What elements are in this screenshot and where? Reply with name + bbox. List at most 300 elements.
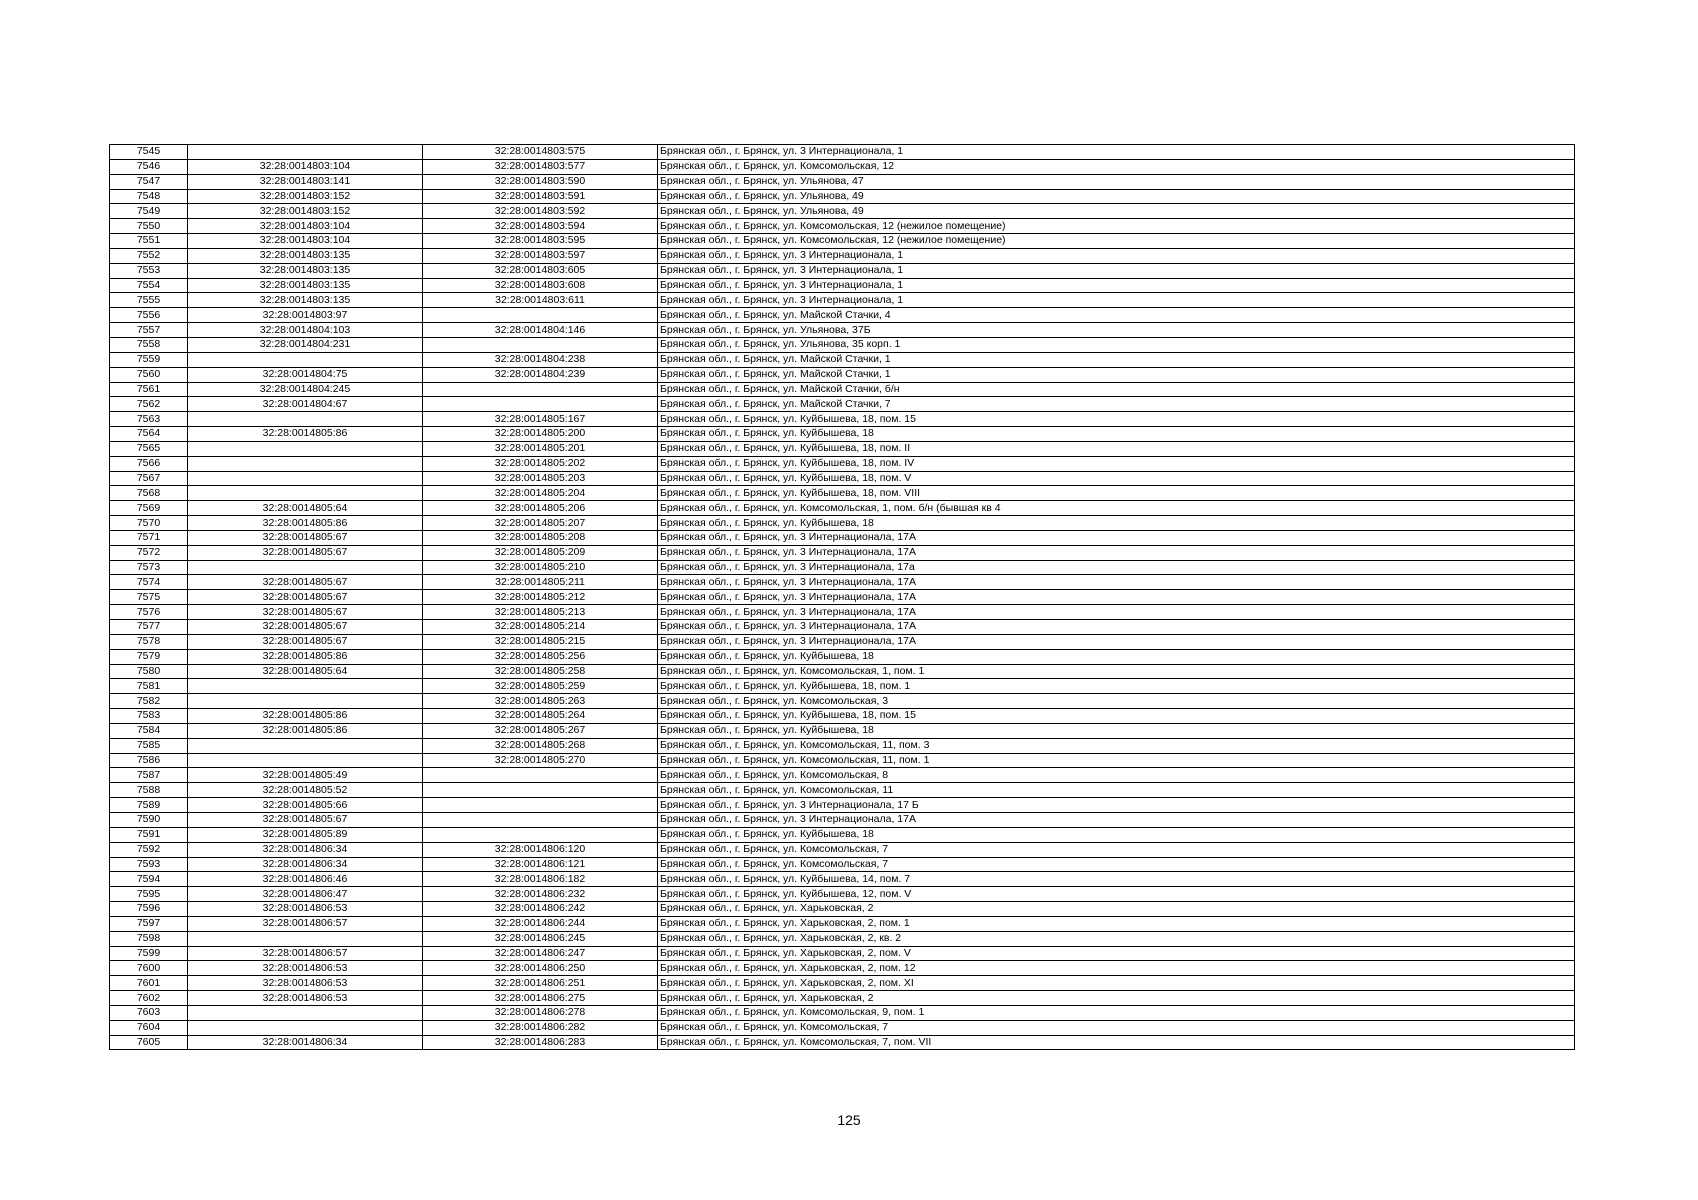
row-number-cell: 7572 [110, 545, 188, 560]
address-cell: Брянская обл., г. Брянск, ул. 3 Интернационала, 17А [658, 575, 1575, 590]
address-cell: Брянская обл., г. Брянск, ул. Ульянова, 47 [658, 174, 1575, 189]
land-cadastral-number-cell: 32:28:0014804:245 [188, 382, 423, 397]
address-cell: Брянская обл., г. Брянск, ул. Ульянова, 49 [658, 204, 1575, 219]
object-cadastral-number-cell: 32:28:0014803:591 [423, 189, 658, 204]
address-cell: Брянская обл., г. Брянск, ул. Куйбышева, 18, пом. 15 [658, 412, 1575, 427]
land-cadastral-number-cell: 32:28:0014805:52 [188, 783, 423, 798]
object-cadastral-number-cell: 32:28:0014806:283 [423, 1035, 658, 1050]
object-cadastral-number-cell: 32:28:0014805:213 [423, 605, 658, 620]
land-cadastral-number-cell: 32:28:0014803:152 [188, 189, 423, 204]
table-row [110, 723, 1575, 738]
row-number-cell: 7599 [110, 946, 188, 961]
row-number-cell: 7589 [110, 798, 188, 813]
land-cadastral-number-cell: 32:28:0014806:57 [188, 946, 423, 961]
object-cadastral-number-cell: 32:28:0014805:202 [423, 456, 658, 471]
land-cadastral-number-cell: 32:28:0014805:66 [188, 798, 423, 813]
row-number-cell: 7570 [110, 516, 188, 531]
object-cadastral-number-cell: 32:28:0014805:258 [423, 664, 658, 679]
object-cadastral-number-cell: 32:28:0014805:206 [423, 501, 658, 516]
table-row [110, 768, 1575, 783]
address-cell: Брянская обл., г. Брянск, ул. Куйбышева, 12, пом. V [658, 887, 1575, 902]
object-cadastral-number-cell: 32:28:0014806:182 [423, 872, 658, 887]
table-row [110, 649, 1575, 664]
row-number-cell: 7562 [110, 397, 188, 412]
table-row [110, 174, 1575, 189]
table-row [110, 664, 1575, 679]
table-row [110, 842, 1575, 857]
land-cadastral-number-cell [188, 1020, 423, 1035]
address-cell: Брянская обл., г. Брянск, ул. Куйбышева, 18, пом. 1 [658, 679, 1575, 694]
table-row [110, 545, 1575, 560]
land-cadastral-number-cell: 32:28:0014803:141 [188, 174, 423, 189]
row-number-cell: 7578 [110, 634, 188, 649]
object-cadastral-number-cell: 32:28:0014806:250 [423, 961, 658, 976]
object-cadastral-number-cell: 32:28:0014804:146 [423, 323, 658, 338]
table-row [110, 1020, 1575, 1035]
address-cell: Брянская обл., г. Брянск, ул. Комсомольская, 11 [658, 783, 1575, 798]
land-cadastral-number-cell [188, 679, 423, 694]
object-cadastral-number-cell: 32:28:0014805:214 [423, 620, 658, 635]
address-cell: Брянская обл., г. Брянск, ул. Комсомольская, 9, пом. 1 [658, 1005, 1575, 1020]
table-row [110, 382, 1575, 397]
table-row [110, 293, 1575, 308]
address-cell: Брянская обл., г. Брянск, ул. Харьковская, 2, пом. 12 [658, 961, 1575, 976]
row-number-cell: 7600 [110, 961, 188, 976]
land-cadastral-number-cell: 32:28:0014805:67 [188, 575, 423, 590]
object-cadastral-number-cell: 32:28:0014805:200 [423, 427, 658, 442]
object-cadastral-number-cell: 32:28:0014806:120 [423, 842, 658, 857]
table-row [110, 516, 1575, 531]
land-cadastral-number-cell: 32:28:0014806:53 [188, 976, 423, 991]
land-cadastral-number-cell: 32:28:0014805:86 [188, 723, 423, 738]
row-number-cell: 7548 [110, 189, 188, 204]
table-row [110, 456, 1575, 471]
row-number-cell: 7577 [110, 620, 188, 635]
row-number-cell: 7567 [110, 471, 188, 486]
address-cell: Брянская обл., г. Брянск, ул. 3 Интернационала, 17А [658, 545, 1575, 560]
table-row [110, 605, 1575, 620]
table-body [110, 145, 1575, 1050]
land-cadastral-number-cell: 32:28:0014805:64 [188, 664, 423, 679]
row-number-cell: 7569 [110, 501, 188, 516]
row-number-cell: 7591 [110, 827, 188, 842]
row-number-cell: 7595 [110, 887, 188, 902]
land-cadastral-number-cell: 32:28:0014803:135 [188, 248, 423, 263]
land-cadastral-number-cell: 32:28:0014803:104 [188, 234, 423, 249]
table-row [110, 234, 1575, 249]
address-cell: Брянская обл., г. Брянск, ул. 3 Интернационала, 1 [658, 248, 1575, 263]
table-row [110, 634, 1575, 649]
table-row [110, 248, 1575, 263]
table-row [110, 337, 1575, 352]
row-number-cell: 7586 [110, 753, 188, 768]
land-cadastral-number-cell: 32:28:0014805:67 [188, 590, 423, 605]
object-cadastral-number-cell: 32:28:0014806:245 [423, 931, 658, 946]
address-cell: Брянская обл., г. Брянск, ул. Куйбышева, 18, пом. V [658, 471, 1575, 486]
address-cell: Брянская обл., г. Брянск, ул. Майской Стачки, 1 [658, 352, 1575, 367]
land-cadastral-number-cell [188, 738, 423, 753]
row-number-cell: 7555 [110, 293, 188, 308]
table-row [110, 204, 1575, 219]
land-cadastral-number-cell: 32:28:0014806:34 [188, 857, 423, 872]
row-number-cell: 7605 [110, 1035, 188, 1050]
land-cadastral-number-cell: 32:28:0014806:53 [188, 961, 423, 976]
address-cell: Брянская обл., г. Брянск, ул. Комсомольская, 12 [658, 159, 1575, 174]
address-cell: Брянская обл., г. Брянск, ул. Майской Стачки, б/н [658, 382, 1575, 397]
address-cell: Брянская обл., г. Брянск, ул. Куйбышева, 14, пом. 7 [658, 872, 1575, 887]
land-cadastral-number-cell: 32:28:0014806:53 [188, 902, 423, 917]
land-cadastral-number-cell [188, 456, 423, 471]
land-cadastral-number-cell [188, 560, 423, 575]
address-cell: Брянская обл., г. Брянск, ул. Куйбышева, 18 [658, 649, 1575, 664]
table-row [110, 530, 1575, 545]
table-row [110, 471, 1575, 486]
land-cadastral-number-cell: 32:28:0014803:135 [188, 278, 423, 293]
row-number-cell: 7553 [110, 263, 188, 278]
address-cell: Брянская обл., г. Брянск, ул. Майской Стачки, 4 [658, 308, 1575, 323]
table-row [110, 931, 1575, 946]
object-cadastral-number-cell: 32:28:0014803:577 [423, 159, 658, 174]
table-row [110, 798, 1575, 813]
object-cadastral-number-cell: 32:28:0014803:611 [423, 293, 658, 308]
row-number-cell: 7566 [110, 456, 188, 471]
land-cadastral-number-cell: 32:28:0014805:86 [188, 709, 423, 724]
land-cadastral-number-cell: 32:28:0014803:97 [188, 308, 423, 323]
object-cadastral-number-cell [423, 798, 658, 813]
table-row [110, 916, 1575, 931]
address-cell: Брянская обл., г. Брянск, ул. Харьковская, 2, пом. 1 [658, 916, 1575, 931]
land-cadastral-number-cell: 32:28:0014805:49 [188, 768, 423, 783]
object-cadastral-number-cell: 32:28:0014803:590 [423, 174, 658, 189]
land-cadastral-number-cell: 32:28:0014805:86 [188, 649, 423, 664]
address-cell: Брянская обл., г. Брянск, ул. Комсомольская, 11, пом. 3 [658, 738, 1575, 753]
address-cell: Брянская обл., г. Брянск, ул. 3 Интернационала, 17 Б [658, 798, 1575, 813]
land-cadastral-number-cell: 32:28:0014805:64 [188, 501, 423, 516]
address-cell: Брянская обл., г. Брянск, ул. Комсомольская, 7 [658, 842, 1575, 857]
land-cadastral-number-cell: 32:28:0014803:135 [188, 263, 423, 278]
table-row [110, 783, 1575, 798]
object-cadastral-number-cell: 32:28:0014804:239 [423, 367, 658, 382]
row-number-cell: 7571 [110, 530, 188, 545]
row-number-cell: 7560 [110, 367, 188, 382]
object-cadastral-number-cell: 32:28:0014805:256 [423, 649, 658, 664]
address-cell: Брянская обл., г. Брянск, ул. Куйбышева, 18, пом. VIII [658, 486, 1575, 501]
land-cadastral-number-cell: 32:28:0014804:231 [188, 337, 423, 352]
address-cell: Брянская обл., г. Брянск, ул. Комсомольская, 1, пом. б/н (бывшая кв 4 [658, 501, 1575, 516]
row-number-cell: 7579 [110, 649, 188, 664]
land-cadastral-number-cell [188, 1005, 423, 1020]
land-cadastral-number-cell: 32:28:0014806:34 [188, 1035, 423, 1050]
address-cell: Брянская обл., г. Брянск, ул. 3 Интернационала, 17А [658, 812, 1575, 827]
address-cell: Брянская обл., г. Брянск, ул. Куйбышева, 18, пом. II [658, 441, 1575, 456]
land-cadastral-number-cell: 32:28:0014804:75 [188, 367, 423, 382]
table-row [110, 812, 1575, 827]
row-number-cell: 7554 [110, 278, 188, 293]
table-row [110, 620, 1575, 635]
row-number-cell: 7602 [110, 991, 188, 1006]
row-number-cell: 7593 [110, 857, 188, 872]
address-cell: Брянская обл., г. Брянск, ул. Куйбышева, 18, пом. 15 [658, 709, 1575, 724]
row-number-cell: 7547 [110, 174, 188, 189]
address-cell: Брянская обл., г. Брянск, ул. Куйбышева, 18 [658, 827, 1575, 842]
table-row [110, 308, 1575, 323]
row-number-cell: 7575 [110, 590, 188, 605]
address-cell: Брянская обл., г. Брянск, ул. Комсомольская, 11, пом. 1 [658, 753, 1575, 768]
row-number-cell: 7574 [110, 575, 188, 590]
table-row [110, 560, 1575, 575]
object-cadastral-number-cell: 32:28:0014803:575 [423, 145, 658, 160]
address-cell: Брянская обл., г. Брянск, ул. Комсомольская, 7 [658, 1020, 1575, 1035]
row-number-cell: 7573 [110, 560, 188, 575]
land-cadastral-number-cell: 32:28:0014805:67 [188, 620, 423, 635]
row-number-cell: 7583 [110, 709, 188, 724]
row-number-cell: 7596 [110, 902, 188, 917]
land-cadastral-number-cell: 32:28:0014803:104 [188, 159, 423, 174]
address-cell: Брянская обл., г. Брянск, ул. Харьковская, 2, кв. 2 [658, 931, 1575, 946]
object-cadastral-number-cell [423, 337, 658, 352]
address-cell: Брянская обл., г. Брянск, ул. Ульянова, 37Б [658, 323, 1575, 338]
address-cell: Брянская обл., г. Брянск, ул. Комсомольская, 12 (нежилое помещение) [658, 219, 1575, 234]
table-row [110, 902, 1575, 917]
row-number-cell: 7603 [110, 1005, 188, 1020]
address-cell: Брянская обл., г. Брянск, ул. Комсомольская, 8 [658, 768, 1575, 783]
address-cell: Брянская обл., г. Брянск, ул. Комсомольская, 3 [658, 694, 1575, 709]
land-cadastral-number-cell: 32:28:0014806:57 [188, 916, 423, 931]
row-number-cell: 7563 [110, 412, 188, 427]
address-cell: Брянская обл., г. Брянск, ул. Майской Стачки, 1 [658, 367, 1575, 382]
object-cadastral-number-cell: 32:28:0014805:207 [423, 516, 658, 531]
row-number-cell: 7549 [110, 204, 188, 219]
land-cadastral-number-cell: 32:28:0014806:34 [188, 842, 423, 857]
row-number-cell: 7598 [110, 931, 188, 946]
land-cadastral-number-cell: 32:28:0014806:53 [188, 991, 423, 1006]
property-registry-table [109, 144, 1575, 1050]
address-cell: Брянская обл., г. Брянск, ул. Комсомольская, 7 [658, 857, 1575, 872]
table-row [110, 441, 1575, 456]
land-cadastral-number-cell: 32:28:0014806:47 [188, 887, 423, 902]
table-row [110, 679, 1575, 694]
land-cadastral-number-cell: 32:28:0014805:67 [188, 812, 423, 827]
object-cadastral-number-cell [423, 827, 658, 842]
object-cadastral-number-cell: 32:28:0014805:211 [423, 575, 658, 590]
row-number-cell: 7565 [110, 441, 188, 456]
address-cell: Брянская обл., г. Брянск, ул. 3 Интернационала, 1 [658, 145, 1575, 160]
land-cadastral-number-cell [188, 441, 423, 456]
object-cadastral-number-cell: 32:28:0014805:267 [423, 723, 658, 738]
land-cadastral-number-cell [188, 694, 423, 709]
row-number-cell: 7582 [110, 694, 188, 709]
row-number-cell: 7581 [110, 679, 188, 694]
land-cadastral-number-cell [188, 412, 423, 427]
object-cadastral-number-cell: 32:28:0014805:209 [423, 545, 658, 560]
object-cadastral-number-cell [423, 768, 658, 783]
table-row [110, 857, 1575, 872]
object-cadastral-number-cell: 32:28:0014805:270 [423, 753, 658, 768]
table-row [110, 189, 1575, 204]
land-cadastral-number-cell: 32:28:0014805:89 [188, 827, 423, 842]
table-row [110, 219, 1575, 234]
object-cadastral-number-cell: 32:28:0014803:597 [423, 248, 658, 263]
table-row [110, 694, 1575, 709]
table-row [110, 486, 1575, 501]
table-row [110, 961, 1575, 976]
object-cadastral-number-cell: 32:28:0014805:212 [423, 590, 658, 605]
table-row [110, 278, 1575, 293]
object-cadastral-number-cell: 32:28:0014806:232 [423, 887, 658, 902]
row-number-cell: 7550 [110, 219, 188, 234]
object-cadastral-number-cell [423, 308, 658, 323]
land-cadastral-number-cell: 32:28:0014805:67 [188, 634, 423, 649]
object-cadastral-number-cell: 32:28:0014806:278 [423, 1005, 658, 1020]
table-row [110, 367, 1575, 382]
address-cell: Брянская обл., г. Брянск, ул. Комсомольская, 1, пом. 1 [658, 664, 1575, 679]
address-cell: Брянская обл., г. Брянск, ул. 3 Интернационала, 17А [658, 634, 1575, 649]
land-cadastral-number-cell [188, 145, 423, 160]
row-number-cell: 7584 [110, 723, 188, 738]
table-row [110, 827, 1575, 842]
object-cadastral-number-cell: 32:28:0014805:215 [423, 634, 658, 649]
object-cadastral-number-cell: 32:28:0014806:121 [423, 857, 658, 872]
land-cadastral-number-cell: 32:28:0014805:67 [188, 545, 423, 560]
table-row [110, 323, 1575, 338]
address-cell: Брянская обл., г. Брянск, ул. Куйбышева, 18 [658, 427, 1575, 442]
address-cell: Брянская обл., г. Брянск, ул. 3 Интернационала, 17А [658, 620, 1575, 635]
land-cadastral-number-cell [188, 753, 423, 768]
object-cadastral-number-cell: 32:28:0014805:167 [423, 412, 658, 427]
object-cadastral-number-cell: 32:28:0014805:210 [423, 560, 658, 575]
object-cadastral-number-cell: 32:28:0014803:592 [423, 204, 658, 219]
address-cell: Брянская обл., г. Брянск, ул. Комсомольская, 7, пом. VII [658, 1035, 1575, 1050]
table-row [110, 501, 1575, 516]
row-number-cell: 7588 [110, 783, 188, 798]
object-cadastral-number-cell [423, 812, 658, 827]
row-number-cell: 7604 [110, 1020, 188, 1035]
object-cadastral-number-cell: 32:28:0014805:204 [423, 486, 658, 501]
table-row [110, 976, 1575, 991]
land-cadastral-number-cell: 32:28:0014805:86 [188, 516, 423, 531]
row-number-cell: 7568 [110, 486, 188, 501]
address-cell: Брянская обл., г. Брянск, ул. 3 Интернационала, 17А [658, 590, 1575, 605]
table-row [110, 1035, 1575, 1050]
object-cadastral-number-cell [423, 397, 658, 412]
address-cell: Брянская обл., г. Брянск, ул. Комсомольская, 12 (нежилое помещение) [658, 234, 1575, 249]
land-cadastral-number-cell: 32:28:0014805:67 [188, 530, 423, 545]
table-row [110, 872, 1575, 887]
address-cell: Брянская обл., г. Брянск, ул. Харьковская, 2 [658, 902, 1575, 917]
table-row [110, 159, 1575, 174]
land-cadastral-number-cell: 32:28:0014804:67 [188, 397, 423, 412]
address-cell: Брянская обл., г. Брянск, ул. 3 Интернационала, 1 [658, 278, 1575, 293]
row-number-cell: 7545 [110, 145, 188, 160]
address-cell: Брянская обл., г. Брянск, ул. Майской Стачки, 7 [658, 397, 1575, 412]
row-number-cell: 7556 [110, 308, 188, 323]
row-number-cell: 7576 [110, 605, 188, 620]
table-row [110, 397, 1575, 412]
object-cadastral-number-cell: 32:28:0014805:264 [423, 709, 658, 724]
table-row [110, 753, 1575, 768]
row-number-cell: 7558 [110, 337, 188, 352]
table-row [110, 991, 1575, 1006]
object-cadastral-number-cell: 32:28:0014805:263 [423, 694, 658, 709]
table-row [110, 738, 1575, 753]
land-cadastral-number-cell: 32:28:0014803:135 [188, 293, 423, 308]
address-cell: Брянская обл., г. Брянск, ул. Куйбышева, 18 [658, 516, 1575, 531]
row-number-cell: 7594 [110, 872, 188, 887]
land-cadastral-number-cell [188, 931, 423, 946]
table-row [110, 887, 1575, 902]
table-row [110, 352, 1575, 367]
object-cadastral-number-cell: 32:28:0014805:259 [423, 679, 658, 694]
object-cadastral-number-cell: 32:28:0014803:605 [423, 263, 658, 278]
address-cell: Брянская обл., г. Брянск, ул. Ульянова, 35 корп. 1 [658, 337, 1575, 352]
address-cell: Брянская обл., г. Брянск, ул. 3 Интернационала, 17а [658, 560, 1575, 575]
row-number-cell: 7585 [110, 738, 188, 753]
object-cadastral-number-cell: 32:28:0014806:244 [423, 916, 658, 931]
table-row [110, 263, 1575, 278]
row-number-cell: 7592 [110, 842, 188, 857]
address-cell: Брянская обл., г. Брянск, ул. 3 Интернационала, 17А [658, 605, 1575, 620]
table-row [110, 575, 1575, 590]
table-row [110, 709, 1575, 724]
address-cell: Брянская обл., г. Брянск, ул. Куйбышева, 18, пом. IV [658, 456, 1575, 471]
page-number: 125 [837, 1112, 861, 1128]
object-cadastral-number-cell [423, 783, 658, 798]
object-cadastral-number-cell: 32:28:0014806:282 [423, 1020, 658, 1035]
row-number-cell: 7546 [110, 159, 188, 174]
address-cell: Брянская обл., г. Брянск, ул. Харьковская, 2, пом. XI [658, 976, 1575, 991]
land-cadastral-number-cell: 32:28:0014803:104 [188, 219, 423, 234]
row-number-cell: 7551 [110, 234, 188, 249]
object-cadastral-number-cell: 32:28:0014803:608 [423, 278, 658, 293]
address-cell: Брянская обл., г. Брянск, ул. Ульянова, 49 [658, 189, 1575, 204]
row-number-cell: 7561 [110, 382, 188, 397]
object-cadastral-number-cell: 32:28:0014806:251 [423, 976, 658, 991]
row-number-cell: 7587 [110, 768, 188, 783]
land-cadastral-number-cell [188, 352, 423, 367]
table-row [110, 427, 1575, 442]
object-cadastral-number-cell: 32:28:0014805:201 [423, 441, 658, 456]
row-number-cell: 7580 [110, 664, 188, 679]
address-cell: Брянская обл., г. Брянск, ул. Харьковская, 2, пом. V [658, 946, 1575, 961]
row-number-cell: 7601 [110, 976, 188, 991]
object-cadastral-number-cell [423, 382, 658, 397]
address-cell: Брянская обл., г. Брянск, ул. 3 Интернационала, 1 [658, 263, 1575, 278]
object-cadastral-number-cell: 32:28:0014805:203 [423, 471, 658, 486]
land-cadastral-number-cell [188, 471, 423, 486]
address-cell: Брянская обл., г. Брянск, ул. Харьковская, 2 [658, 991, 1575, 1006]
object-cadastral-number-cell: 32:28:0014806:242 [423, 902, 658, 917]
object-cadastral-number-cell: 32:28:0014805:268 [423, 738, 658, 753]
table-row [110, 946, 1575, 961]
row-number-cell: 7564 [110, 427, 188, 442]
object-cadastral-number-cell: 32:28:0014803:595 [423, 234, 658, 249]
table-row [110, 145, 1575, 160]
row-number-cell: 7559 [110, 352, 188, 367]
object-cadastral-number-cell: 32:28:0014803:594 [423, 219, 658, 234]
object-cadastral-number-cell: 32:28:0014805:208 [423, 530, 658, 545]
object-cadastral-number-cell: 32:28:0014806:247 [423, 946, 658, 961]
row-number-cell: 7597 [110, 916, 188, 931]
address-cell: Брянская обл., г. Брянск, ул. Куйбышева, 18 [658, 723, 1575, 738]
table-row [110, 412, 1575, 427]
address-cell: Брянская обл., г. Брянск, ул. 3 Интернационала, 1 [658, 293, 1575, 308]
address-cell: Брянская обл., г. Брянск, ул. 3 Интернационала, 17А [658, 530, 1575, 545]
object-cadastral-number-cell: 32:28:0014806:275 [423, 991, 658, 1006]
row-number-cell: 7552 [110, 248, 188, 263]
object-cadastral-number-cell: 32:28:0014804:238 [423, 352, 658, 367]
land-cadastral-number-cell: 32:28:0014805:67 [188, 605, 423, 620]
land-cadastral-number-cell: 32:28:0014803:152 [188, 204, 423, 219]
